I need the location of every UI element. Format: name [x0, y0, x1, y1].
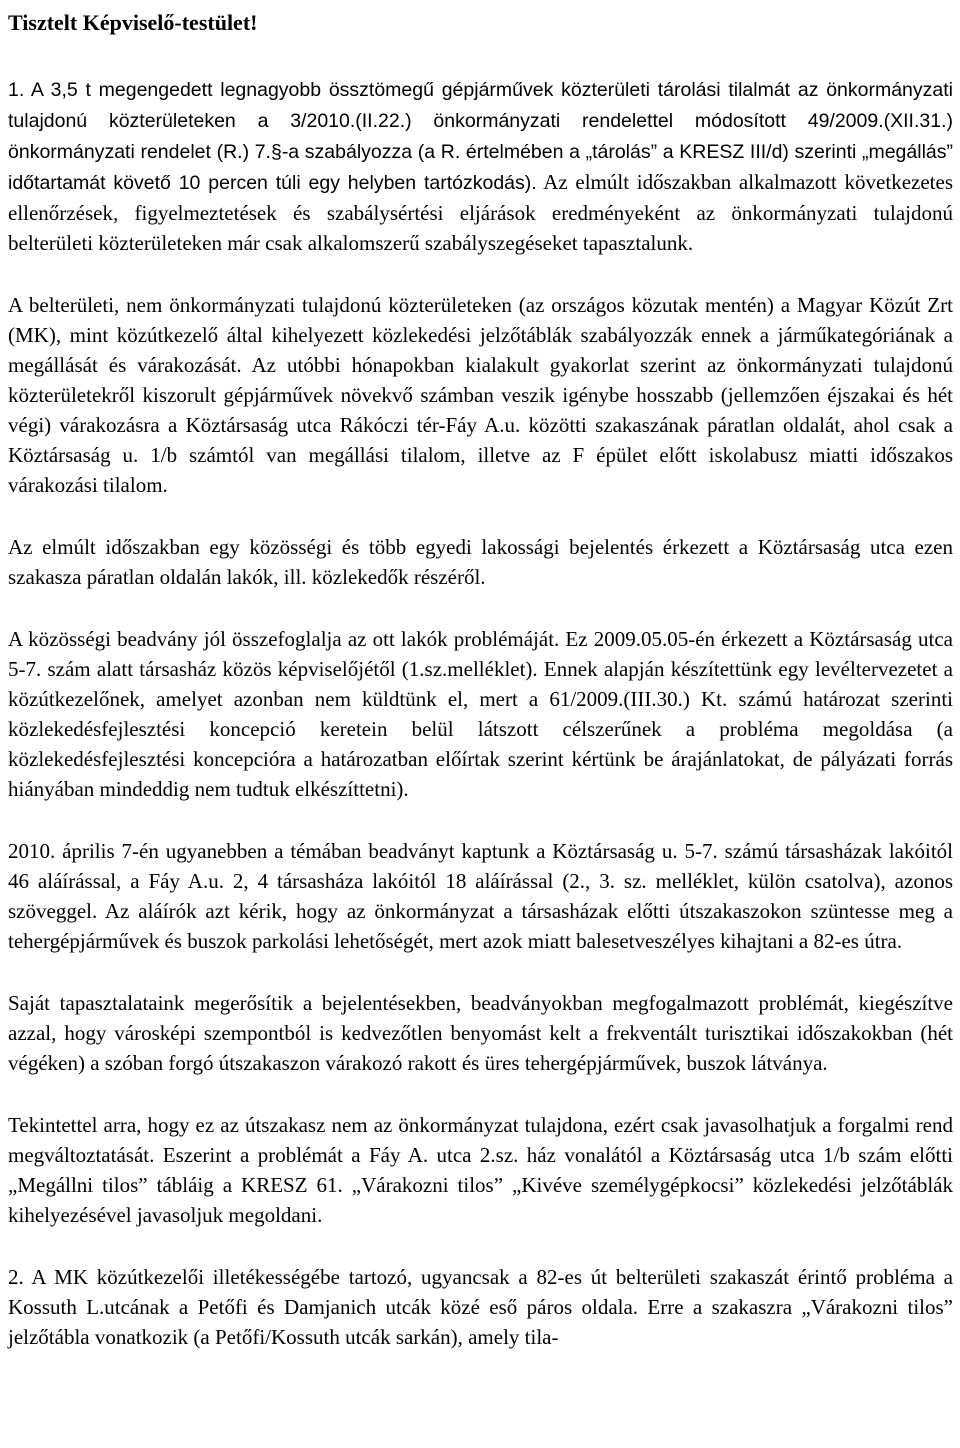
- paragraph-7: [8, 1110, 953, 1230]
- paragraph-1-text-a: 1. A 3,5 t megengedett legnagyobb össztömegű gépjárművek közterületi tárolási tilalmát az önkormányzati tulajdonú közterületeken a 3/2010.(II.22.) önkormányzati rendelettel módosított 49/2009.(XII.31.) önkormányzati rendelet (R.) 7.§-a szabályozza (a R. értelmében a „tárolás” a KRESZ III/d) szerinti „megállás” időtartamát követő 10 percen túli egy helyben tartózkodás).: [8, 79, 953, 194]
- paragraph-5: [8, 836, 953, 956]
- paragraph-4: [8, 624, 953, 804]
- paragraph-7-text: Tekintettel arra, hogy ez az útszakasz nem az önkormányzat tulajdona, ezért csak javasolhatjuk a forgalmi rend megváltoztatását. Eszerint a problémát a Fáy A. utca 2.sz. ház vonalától a Köztársaság utca 1/b szám előtti „Megállni tilos” tábláig a KRESZ 61. „Várakozni tilos” „Kivéve személygépkocsi” közlekedési jelzőtáblák kihelyezésével javasoljuk megoldani.: [8, 1113, 953, 1227]
- paragraph-6: [8, 988, 953, 1078]
- paragraph-3: [8, 532, 953, 592]
- document-page: [8, 8, 953, 1352]
- paragraph-4-text: A közösségi beadvány jól összefoglalja az ott lakók problémáját. Ez 2009.05.05-én érkezett a Köztársaság utca 5-7. szám alatt társasház közös képviselőjétől (1.sz.melléklet). Ennek alapján készítettünk egy levéltervezetet a közútkezelőnek, amelyet azonban nem küldtünk el, mert a 61/2009.(III.30.) Kt. számú határozat szerinti közlekedésfejlesztési koncepció keretein belül látszott célszerűnek a probléma megoldása (a közlekedésfejlesztési koncepcióra a határozatban előírtak szerint kértünk be árajánlatokat, de pályázati forrás hiányában mindeddig nem tudtuk elkészíttetni).: [8, 627, 953, 801]
- paragraph-3-text: Az elmúlt időszakban egy közösségi és több egyedi lakossági bejelentés érkezett a Köztársaság utca ezen szakasza páratlan oldalán lakók, ill. közlekedők részéről.: [8, 535, 953, 589]
- paragraph-8-text: 2. A MK közútkezelői illetékességébe tartozó, ugyancsak a 82-es út belterületi szakaszát érintő probléma a Kossuth L.utcának a Petőfi és Damjanich utcák közé eső páros oldala. Erre a szakaszra „Várakozni tilos” jelzőtábla vonatkozik (a Petőfi/Kossuth utcák sarkán), amely tila-: [8, 1265, 953, 1349]
- paragraph-1: [8, 74, 953, 258]
- paragraph-5-text: 2010. április 7-én ugyanebben a témában beadványt kaptunk a Köztársaság u. 5-7. számú társasházak lakóitól 46 aláírással, a Fáy A.u. 2, 4 társasháza lakóitól 18 aláírással (2., 3. sz. melléklet, külön csatolva), azonos szöveggel. Az aláírók azt kérik, hogy az önkormányzat a társasházak előtti útszakaszokon szüntesse meg a tehergépjárművek és buszok parkolási lehetőségét, mert azok miatt balesetveszélyes kihajtani a 82-es útra.: [8, 839, 953, 953]
- paragraph-2-text: A belterületi, nem önkormányzati tulajdonú közterületeken (az országos közutak mentén) a Magyar Közút Zrt (MK), mint közútkezelő által kihelyezett közlekedési jelzőtáblák szabályozzák ennek a járműkategóriának a megállását és várakozását. Az utóbbi hónapokban kialakult gyakorlat szerint az önkormányzati tulajdonú közterületekről kiszorult gépjárművek növekvő számban veszik igénybe hosszabb (jellemzően éjszakai és hét végi) várakozásra a Köztársaság utca Rákóczi tér-Fáy A.u. közötti szakaszának páratlan oldalát, ahol csak a Köztársaság u. 1/b számtól van megállási tilalom, illetve az F épület előtt iskolabusz miatti időszakos várakozási tilalom.: [8, 293, 953, 497]
- paragraph-8: [8, 1262, 953, 1352]
- paragraph-1-text-b: Az elmúlt időszakban alkalmazott következetes ellenőrzések, figyelmeztetések és szabálysértési eljárások eredményeként az önkormányzati tulajdonú belterületi közterületeken már csak alkalomszerű szabályszegéseket tapasztalunk.: [8, 170, 953, 255]
- paragraph-6-text: Saját tapasztalataink megerősítik a bejelentésekben, beadványokban megfogalmazott problémát, kiegészítve azzal, hogy városképi szempontból is kedvezőtlen benyomást kelt a frekventált turisztikai időszakokban (hét végéken) a szóban forgó útszakaszon várakozó rakott és üres tehergépjárművek, buszok látványa.: [8, 991, 953, 1075]
- salutation-heading: Tisztelt Képviselő-testület!: [8, 10, 258, 35]
- paragraph-2: [8, 290, 953, 500]
